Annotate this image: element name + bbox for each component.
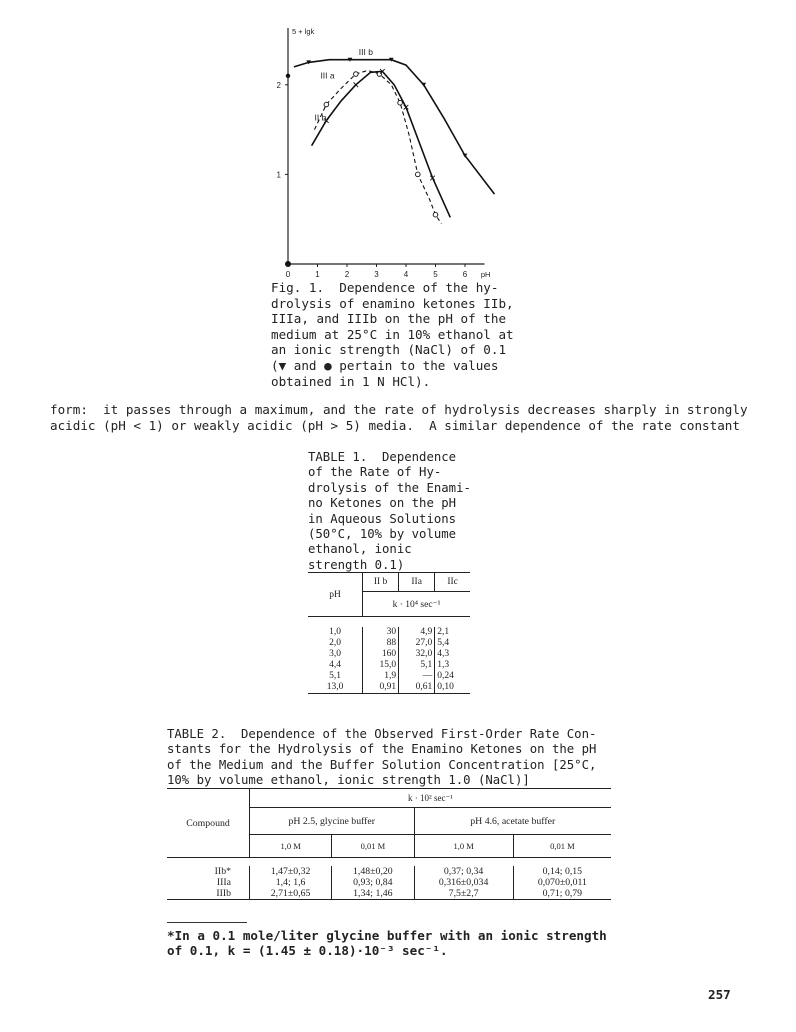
table2-subheader: 1,0 M [414, 835, 513, 858]
plot-curves [294, 60, 495, 224]
data-point-circle [354, 72, 359, 77]
curve-label: II b [314, 112, 327, 123]
table1 [308, 572, 470, 694]
series-line [315, 71, 442, 224]
table2-cell: 1,34; 1,46 [332, 888, 414, 900]
table1-cell: 5,1 [308, 671, 363, 682]
footnote-rule [167, 922, 247, 923]
table1-cell: 0,10 [437, 682, 454, 692]
table2-cell: 0,93; 0,84 [332, 877, 414, 888]
table1-cell: 27,0 [399, 638, 435, 649]
curve-label: III a [320, 70, 335, 81]
table2-cell: 1,48±0,20 [332, 866, 414, 877]
page-number: 257 [708, 987, 731, 1002]
table2-caption: TABLE 2. Dependence of the Observed First-Order Rate Con- stants for the Hydrolysis of the Enamino Ketones on the pH of the Medium and the Buffer Solution Concentration [25°C, 10% by volume ethanol, ionic strength 1.0 (NaCl)] [167, 727, 597, 788]
table2-cell: 0,316±0,034 [414, 877, 513, 888]
table1-cell: 0,24 [437, 671, 454, 681]
table2-group-glycine: pH 2.5, glycine buffer [250, 808, 415, 835]
table1-row [308, 649, 470, 660]
figure-caption: Fig. 1. Dependence of the hy- drolysis of enamino ketones IIb, IIIa, and IIIb on the pH of the medium at 25°C in 10% ethanol at an ionic strength (NaCl) of 0.1 (▼ and ● pertain to the values obtained in 1 N HCl). [271, 280, 514, 389]
table2-body [167, 866, 611, 900]
table2-cell: IIb* [167, 866, 250, 877]
data-point-circle [324, 102, 329, 107]
x-tick-label: 2 [344, 270, 350, 279]
plot-axes [277, 27, 491, 279]
table2-subheader: 1,0 M [250, 835, 332, 858]
data-point-cross [354, 83, 359, 88]
table2 [167, 788, 611, 900]
y-axis-label: 5 + lgk [292, 27, 315, 36]
table2-cell: 1,4; 1,6 [250, 877, 332, 888]
table2-cell: 0,14; 0,15 [542, 866, 583, 877]
table1-unit: k · 10⁴ sec⁻¹ [392, 599, 441, 610]
table2-cell: IIIb [167, 888, 250, 900]
table1-header-col: IIc [435, 573, 470, 592]
data-point-circle [416, 172, 421, 177]
table1-cell: 32,0 [399, 649, 435, 660]
table2-cell: 0,37; 0,34 [414, 866, 513, 877]
table2-subheader: 0,01 M [550, 841, 575, 851]
table2-cell: 1,47±0,32 [250, 866, 332, 877]
table1-cell: 160 [363, 649, 399, 660]
table1-cell: 0,91 [363, 682, 399, 694]
table1-cell: — [399, 671, 435, 682]
plot-markers [306, 58, 467, 217]
table1-cell: 1,3 [437, 660, 450, 670]
table1-header-ph: pH [308, 573, 363, 617]
table1-cell: 5,1 [399, 660, 435, 671]
table1-cell: 4,3 [437, 649, 450, 659]
x-tick-label: 5 [433, 270, 438, 279]
table1-caption: TABLE 1. Dependence of the Rate of Hy- drolysis of the Enami- no Ketones on the pH in Aqueous Solutions (50°C, 10% by volume ethanol, ionic strength 0.1) [308, 450, 471, 572]
table1-body [308, 627, 470, 694]
table1-row [308, 638, 470, 649]
table2-row [167, 866, 611, 877]
table2-cell: 2,71±0,65 [250, 888, 332, 900]
figure-1-plot [252, 22, 512, 284]
table1-header-col: IIa [399, 573, 435, 592]
table2-cell: 7,5±2,7 [414, 888, 513, 900]
table1-cell: 88 [363, 638, 399, 649]
table1-cell: 4,4 [308, 660, 363, 671]
figure-1 [252, 22, 512, 284]
x-tick-label: 1 [315, 270, 320, 279]
table1-cell: 3,0 [308, 649, 363, 660]
x-tick-label: 4 [403, 270, 409, 279]
table1-cell: 2,1 [437, 627, 450, 637]
table1-cell: 4,9 [399, 627, 435, 638]
table1-cell: 1,0 [308, 627, 363, 638]
x-axis-label: pH [480, 270, 491, 279]
table2-header-compound: Compound [167, 789, 250, 858]
table2-cell: 0,71; 0,79 [542, 888, 583, 899]
data-point-circle [433, 212, 438, 217]
footnote: *In a 0.1 mole/liter glycine buffer with an ionic strength of 0.1, k = (1.45 ± 0.18)·10⁻³ sec⁻¹. [167, 928, 607, 959]
table1-cell: 30 [363, 627, 399, 638]
y-tick-label: 2 [276, 80, 281, 90]
table1-row [308, 627, 470, 638]
table1-cell: 2,0 [308, 638, 363, 649]
table2-cell: 0,070±0,011 [537, 877, 587, 888]
y-tick-label: 1 [276, 170, 281, 180]
hcl-point-marker [286, 74, 290, 78]
table1-row [308, 660, 470, 671]
table1-cell: 5,4 [437, 638, 450, 648]
table2-subheader: 0,01 M [332, 835, 414, 858]
table2-group-acetate: pH 4.6, acetate buffer [414, 808, 611, 835]
table2-cell: IIIa [167, 877, 250, 888]
x-tick-label: 6 [462, 270, 468, 279]
table1-header-col: II b [363, 573, 399, 592]
table1-row [308, 671, 470, 682]
body-paragraph: form: it passes through a maximum, and the rate of hydrolysis decreases sharply in strongly acidic (pH < 1) or weakly acidic (pH > 5) media. A similar dependence of the rate constant [50, 402, 748, 433]
table1-cell: 0,61 [399, 682, 435, 694]
curve-label: III b [358, 47, 373, 58]
table1-cell: 13,0 [308, 682, 363, 694]
plot-labels [315, 47, 374, 122]
table1-cell: 1,9 [363, 671, 399, 682]
x-tick-label: 0 [285, 270, 291, 279]
x-tick-label: 3 [374, 270, 379, 279]
data-point-circle [398, 100, 403, 105]
table1-row [308, 682, 470, 694]
table2-unit: k · 10² sec⁻¹ [250, 789, 612, 808]
table2-row [167, 877, 611, 888]
table1-cell: 15,0 [363, 660, 399, 671]
table2-row [167, 888, 611, 900]
